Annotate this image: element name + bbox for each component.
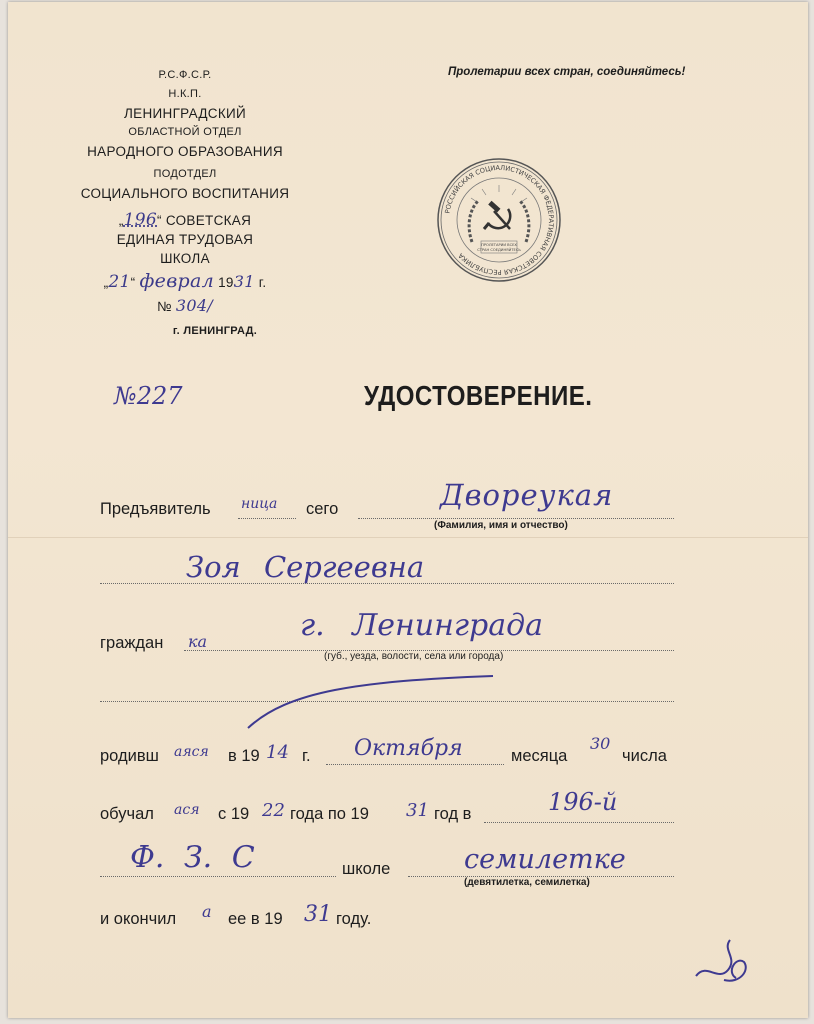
finished-suffix: а: [202, 902, 212, 921]
of-this-label: сего: [306, 500, 339, 518]
rsfsr-emblem: [436, 157, 562, 283]
date-g: г.: [258, 275, 267, 290]
slogan: Пролетарии всех стран, соединяйтесь!: [448, 66, 686, 78]
header-education: НАРОДНОГО ОБРАЗОВАНИЯ: [87, 144, 283, 159]
dotted-line: [484, 822, 674, 823]
dotted-line: [100, 876, 336, 877]
registration-number: №227: [114, 382, 183, 410]
header-social: СОЦИАЛЬНОГО ВОСПИТАНИЯ: [80, 186, 290, 201]
bearer-label: Предъявитель: [100, 500, 211, 518]
fold-line: [8, 537, 808, 538]
day-label: числа: [622, 747, 667, 765]
to-year: 31: [406, 800, 429, 821]
place-caption: (губ., уезда, волости, села или города): [324, 651, 504, 662]
dotted-line: [100, 583, 674, 584]
date-year-prefix: 19: [218, 275, 234, 290]
finished-label: и окончил: [100, 910, 177, 928]
school-label: школе: [342, 860, 391, 878]
header-nkp: Н.К.П.: [168, 88, 202, 100]
header-leningrad: ЛЕНИНГРАДСКИЙ: [124, 106, 246, 121]
number-sign: №: [157, 299, 172, 314]
emblem-ring-text: РОССИЙСКАЯ СОЦИАЛИСТИЧЕСКАЯ ФЕДЕРАТИВНАЯ СОВЕТСКАЯ РЕСПУБЛИКА: [443, 163, 556, 277]
issuer-header: [60, 66, 310, 341]
certificate-sheet: [8, 2, 808, 1018]
header-city: г. ЛЕНИНГРАД.: [172, 325, 258, 337]
born-in: в 19: [228, 747, 260, 765]
citizen-label: граждан: [100, 634, 164, 652]
dotted-line: [358, 518, 674, 519]
school-caption: (девятилетка, семилетка): [464, 877, 590, 888]
given-names: Зоя Сергеевна: [186, 550, 425, 584]
studied-label: обучал: [100, 805, 154, 823]
header-date: [60, 272, 310, 292]
date-year: 31: [233, 272, 255, 291]
signature: [688, 932, 758, 992]
school-number-value: 196-й: [548, 788, 618, 816]
school-type: семилетке: [464, 844, 626, 875]
header-regional-dept: ОБЛАСТНОЙ ОТДЕЛ: [128, 126, 242, 138]
school-type-short: Ф. З. С: [130, 840, 255, 875]
citizen-suffix: ка: [188, 632, 208, 651]
birth-year: 14: [266, 742, 289, 763]
bearer-suffix: ница: [241, 496, 278, 512]
from-year: 22: [262, 800, 285, 821]
school-quote-open: „: [118, 213, 124, 228]
number-value: 304/: [175, 296, 213, 315]
year-g: г.: [302, 747, 311, 765]
header-school: ШКОЛА: [160, 251, 210, 266]
document-title: УДОСТОВЕРЕНИЕ.: [364, 380, 593, 411]
date-month: феврал: [139, 270, 215, 292]
born-label: родивш: [100, 747, 159, 765]
header-school-line: [60, 211, 310, 230]
finished-year: 31: [304, 902, 332, 927]
date-quote-open: „: [103, 275, 109, 290]
year-in: год в: [434, 805, 472, 823]
birth-month: Октября: [354, 736, 463, 761]
from-label: с 19: [218, 805, 250, 823]
born-suffix: аяся: [174, 744, 209, 760]
school-number: 196: [123, 210, 158, 230]
header-subdept: ПОДОТДЕЛ: [153, 168, 217, 180]
header-rsfsr: Р.С.Ф.С.Р.: [158, 69, 212, 81]
month-label: месяца: [511, 747, 568, 765]
header-number: [60, 296, 310, 316]
cancel-stroke: [238, 666, 498, 736]
date-day: 21: [108, 272, 131, 292]
name-caption: (Фамилия, имя и отчество): [434, 520, 568, 531]
date-quote-close: “: [130, 275, 136, 290]
emblem-motto-2: СТРАН СОЕДИНЯЙТЕСЬ: [477, 248, 521, 252]
studied-suffix: ася: [174, 802, 200, 818]
finished-end: году.: [336, 910, 372, 928]
finished-rest: ее в 19: [228, 910, 283, 928]
surname: Двореукая: [440, 478, 614, 512]
school-soviet: “ СОВЕТСКАЯ: [157, 213, 252, 228]
place: г. Ленинграда: [300, 608, 544, 643]
year-word: года по 19: [290, 805, 369, 823]
dotted-line: [238, 518, 296, 519]
emblem-motto-1: ПРОЛЕТАРИИ ВСЕХ: [481, 243, 517, 247]
dotted-line: [326, 764, 504, 765]
birth-day: 30: [590, 734, 611, 753]
header-unified: ЕДИНАЯ ТРУДОВАЯ: [116, 232, 254, 247]
